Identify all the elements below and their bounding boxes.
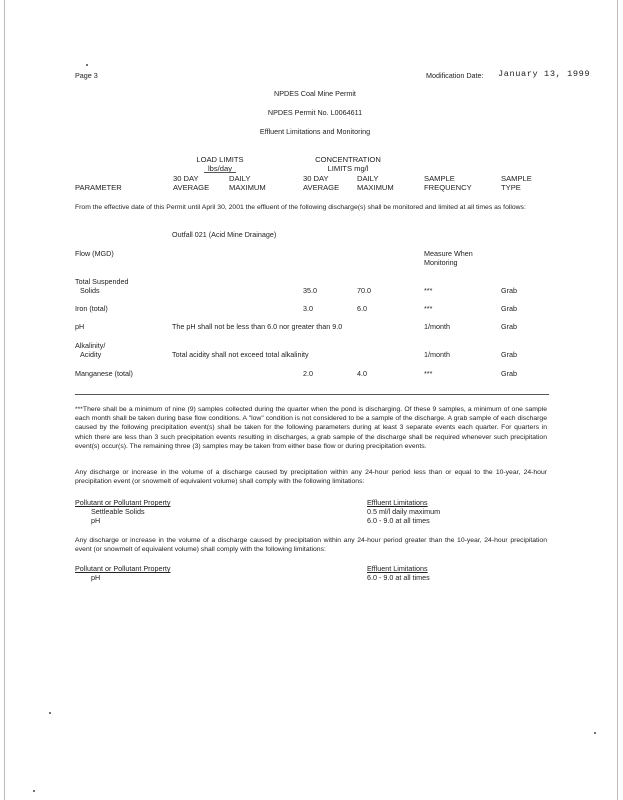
- scan-speck: [49, 712, 51, 714]
- scan-right-edge: [617, 0, 618, 800]
- limits2-pollutant-1: pH: [91, 573, 101, 582]
- row-tss-parameter-1: Total Suspended: [75, 277, 129, 286]
- row-iron-conc-avg: 3.0: [303, 304, 313, 313]
- sample-frequency-header-2: FREQUENCY: [424, 183, 472, 192]
- precip-10yr-paragraph: Any discharge or increase in the volume of a discharge caused by precipitation within any 24-hour period less than or equal to the 10-year, 24-hour precipitation event (or snowmelt of equivalent volume) shall comply with the following limitations:: [75, 469, 547, 486]
- row-ph-note: The pH shall not be less than 6.0 nor greater than 9.0: [172, 322, 343, 331]
- conc-30day-header-2: AVERAGE: [303, 183, 340, 192]
- load-daily-header-2: MAXIMUM: [229, 183, 266, 192]
- row-tss-frequency: ***: [424, 286, 433, 295]
- limits2-limit-1: 6.0 - 9.0 at all times: [367, 573, 430, 582]
- modification-date: January 13, 1999: [498, 69, 591, 79]
- row-tss-parameter-2: Solids: [80, 286, 100, 295]
- row-alkalinity-frequency: 1/month: [424, 350, 450, 359]
- page-number: Page 3: [75, 71, 98, 80]
- outfall-label: Outfall 021 (Acid Mine Drainage): [172, 230, 277, 239]
- scan-speck: [86, 64, 88, 66]
- row-iron-parameter: Iron (total): [75, 304, 108, 313]
- precip-gt10yr-paragraph: Any discharge or increase in the volume of a discharge caused by precipitation within any 24-hour period greater than the 10-year, 24-hour precipitation event (or snowmelt of equivalent volume) shall comply with the following limitations:: [75, 537, 547, 554]
- conc-30day-header-1: 30 DAY: [303, 174, 329, 183]
- row-tss-type: Grab: [501, 286, 517, 295]
- sample-type-header-2: TYPE: [501, 183, 521, 192]
- load-units-underline: [204, 172, 236, 173]
- concentration-header: CONCENTRATION: [315, 155, 381, 164]
- permit-number-title: NPDES Permit No. L0064611: [267, 108, 363, 117]
- row-manganese-parameter: Manganese (total): [75, 369, 133, 378]
- row-iron-frequency: ***: [424, 304, 433, 313]
- scan-speck: [33, 790, 35, 792]
- intro-paragraph: From the effective date of this Permit until April 30, 2001 the effluent of the following discharge(s) shall be monitored and limited at all times as follows:: [75, 204, 526, 211]
- concentration-units-header: LIMITS mg/l: [327, 164, 369, 173]
- row-ph-type: Grab: [501, 322, 517, 331]
- row-alkalinity-parameter-2: Acidity: [80, 350, 102, 359]
- row-flow-parameter: Flow (MGD): [75, 249, 114, 258]
- limits1-limit-2: 6.0 - 9.0 at all times: [367, 516, 430, 525]
- conc-daily-header-2: MAXIMUM: [357, 183, 394, 192]
- row-ph-parameter: pH: [75, 322, 85, 331]
- row-ph-frequency: 1/month: [424, 322, 450, 331]
- conc-daily-header-1: DAILY: [357, 174, 379, 183]
- row-flow-frequency-1: Measure When: [424, 249, 473, 258]
- sample-frequency-header-1: SAMPLE: [424, 174, 455, 183]
- row-alkalinity-note: Total acidity shall not exceed total alkalinity: [172, 350, 309, 359]
- section-divider: [75, 394, 549, 395]
- permit-type-title: NPDES Coal Mine Permit: [274, 89, 356, 98]
- row-manganese-type: Grab: [501, 369, 517, 378]
- row-iron-conc-max: 6.0: [357, 304, 367, 313]
- row-tss-conc-avg: 35.0: [303, 286, 317, 295]
- sample-type-header-1: SAMPLE: [501, 174, 532, 183]
- load-limits-header: LOAD LIMITS: [196, 155, 244, 164]
- limits2-effluent-header: Effluent Limitations: [367, 564, 428, 573]
- load-30day-header-2: AVERAGE: [173, 183, 210, 192]
- modification-label: Modification Date:: [426, 71, 484, 80]
- row-manganese-conc-max: 4.0: [357, 369, 367, 378]
- limits2-pollutant-header: Pollutant or Pollutant Property: [75, 564, 171, 573]
- scan-speck: [594, 732, 596, 734]
- load-30day-header-1: 30 DAY: [173, 174, 199, 183]
- row-flow-frequency-2: Monitoring: [424, 258, 458, 267]
- limits1-pollutant-1: Settleable Solids: [91, 507, 145, 516]
- row-manganese-conc-avg: 2.0: [303, 369, 313, 378]
- row-alkalinity-type: Grab: [501, 350, 517, 359]
- limits1-effluent-header: Effluent Limitations: [367, 498, 428, 507]
- row-tss-conc-max: 70.0: [357, 286, 371, 295]
- row-alkalinity-parameter-1: Alkalinity/: [75, 341, 106, 350]
- section-title: Effluent Limitations and Monitoring: [259, 127, 371, 136]
- parameter-header: PARAMETER: [75, 183, 122, 192]
- row-manganese-frequency: ***: [424, 369, 433, 378]
- scan-left-edge: [4, 0, 5, 800]
- footnote-paragraph: ***There shall be a minimum of nine (9) samples collected during the quarter when the pond is discharging. Of these 9 samples, a minimum of one sample each month shall be taken during base flow conditions. A "low" condition is not considered to be a sample of the discharge. A grab sample of each discharge caused by the following precipitation event(s) shall be taken for the following parameters during at least 3 separate events each quarter. For quarters in which there are less than 3 such precipitation events resulting in discharges, a grab sample of the discharge shall be required whenever such precipitation event(s) occur(s). The remaining three (3) samples may be taken from either base flow or during precipitation events.: [75, 406, 547, 450]
- load-units-header: lbs/day: [207, 164, 233, 173]
- limits1-pollutant-header: Pollutant or Pollutant Property: [75, 498, 171, 507]
- limits1-limit-1: 0.5 ml/l daily maximum: [367, 507, 441, 516]
- load-daily-header-1: DAILY: [229, 174, 251, 183]
- limits1-pollutant-2: pH: [91, 516, 101, 525]
- row-iron-type: Grab: [501, 304, 517, 313]
